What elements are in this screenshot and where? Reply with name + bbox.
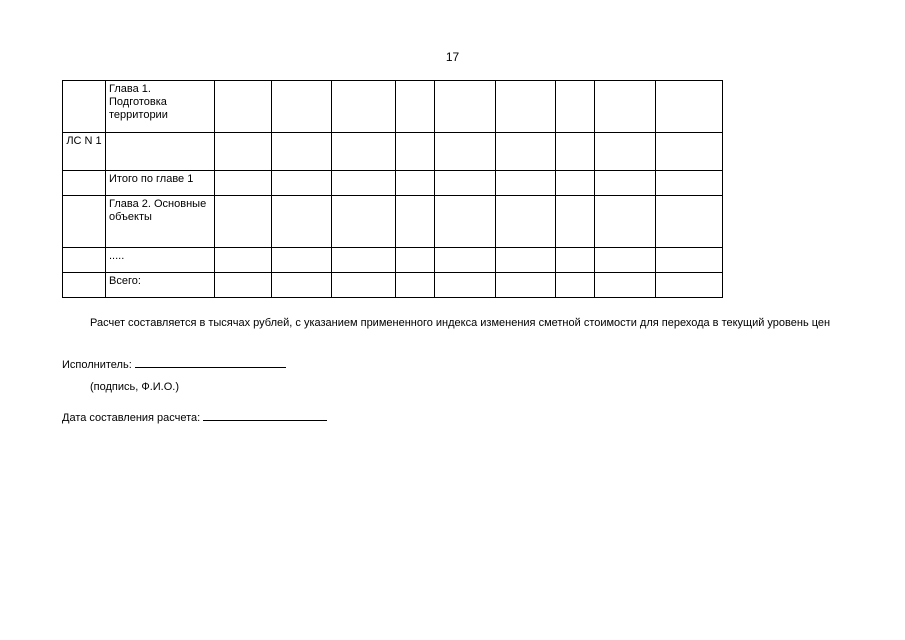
table-row: [63, 81, 723, 133]
row-number-cell: [63, 196, 106, 248]
signature-caption: (подпись, Ф.И.О.): [90, 381, 180, 393]
date-label: Дата составления расчета:: [62, 412, 201, 424]
executor-label: Исполнитель:: [62, 359, 132, 371]
row-name-cell: [106, 133, 215, 171]
row-name-cell: Всего:: [106, 273, 215, 298]
estimate-table: [62, 80, 723, 298]
row-name-cell: .....: [106, 248, 215, 273]
row-number-cell: [63, 171, 106, 196]
page-number: 17: [445, 50, 460, 64]
table-row: [63, 196, 723, 248]
calculation-note: Расчет составляется в тысячах рублей, с указанием примененного индекса изменения сметной стоимости для перехода в текущий уровень цен: [90, 317, 831, 329]
executor-signature-field: [135, 357, 286, 368]
table-row: [63, 133, 723, 171]
date-field: [203, 410, 327, 421]
table-row: [63, 171, 723, 196]
row-name-cell: Глава 1. Подготовка территории: [106, 81, 215, 133]
table-row: [63, 248, 723, 273]
row-number-cell: [63, 81, 106, 133]
row-number-cell: [63, 248, 106, 273]
row-number-cell: ЛС N 1: [63, 133, 106, 171]
table-row: [63, 273, 723, 298]
row-name-cell: Глава 2. Основные объекты: [106, 196, 215, 248]
executor-line: [62, 357, 286, 371]
row-name-cell: Итого по главе 1: [106, 171, 215, 196]
date-line: [62, 410, 327, 424]
row-number-cell: [63, 273, 106, 298]
